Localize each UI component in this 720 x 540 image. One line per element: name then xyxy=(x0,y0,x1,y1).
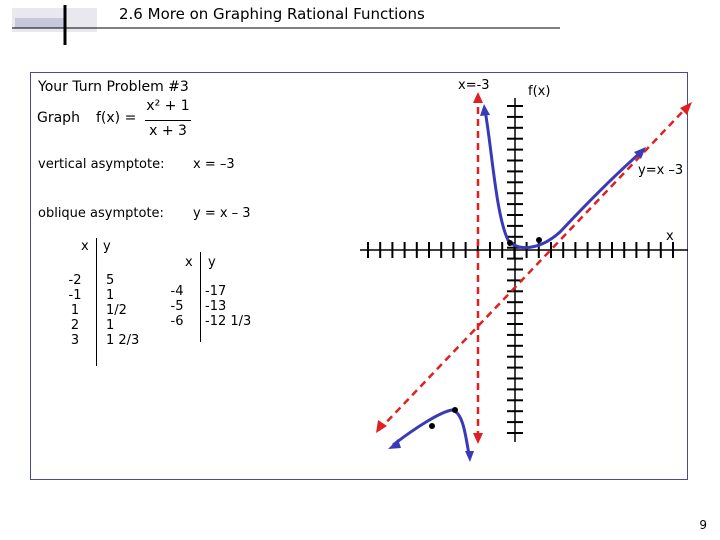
denominator: x + 3 xyxy=(149,123,187,139)
table2-x-header: x xyxy=(185,255,193,270)
numerator: x² + 1 xyxy=(146,98,190,114)
oblique-asymptote-label: oblique asymptote: xyxy=(38,206,164,221)
left-branch-curve xyxy=(393,410,469,455)
table1-y-header: y xyxy=(103,239,111,254)
table-cell: 1 xyxy=(106,288,115,303)
graph-word: Graph xyxy=(37,110,80,126)
table-cell: -13 xyxy=(205,299,227,314)
vertical-asymptote-arrow-up xyxy=(473,92,483,103)
point-dot xyxy=(536,237,542,243)
oblique-asymptote-value: y = x – 3 xyxy=(193,206,251,221)
table-cell: 1 2/3 xyxy=(106,333,140,348)
table-cell: -4 xyxy=(170,284,184,299)
vertical-asymptote-label: vertical asymptote: xyxy=(38,157,165,172)
table-cell: -1 xyxy=(68,288,82,303)
vertical-asymptote-graph-label: x=-3 xyxy=(458,78,490,93)
table-cell: -2 xyxy=(68,273,82,288)
vertical-asymptote-arrow-down xyxy=(473,433,483,444)
problem-heading: Your Turn Problem #3 xyxy=(38,79,189,95)
x-axis-label: x xyxy=(666,229,674,244)
page-number: 9 xyxy=(699,518,707,532)
table-cell: -17 xyxy=(205,284,227,299)
left-branch-arrow-bottom xyxy=(465,451,474,462)
right-branch-curve xyxy=(485,110,641,248)
y-axis-label: f(x) xyxy=(528,84,551,99)
table-cell: 5 xyxy=(106,273,115,288)
vertical-asymptote-value: x = –3 xyxy=(193,157,235,172)
table-cell: -5 xyxy=(170,299,184,314)
table-cell: 1 xyxy=(106,318,115,333)
oblique-asymptote-arrow-down xyxy=(376,420,387,433)
table-cell: -12 1/3 xyxy=(205,314,252,329)
table1-x-header: x xyxy=(81,239,89,254)
table-cell: -6 xyxy=(170,314,184,329)
point-dot xyxy=(507,240,513,246)
function-lhs: f(x) = xyxy=(96,110,137,126)
table-cell: 1/2 xyxy=(106,303,127,318)
point-dot xyxy=(452,407,458,413)
oblique-asymptote-graph-label: y=x –3 xyxy=(638,163,684,178)
slide-title: 2.6 More on Graphing Rational Functions xyxy=(119,5,425,23)
table-cell: 2 xyxy=(70,318,80,333)
point-dot xyxy=(429,423,435,429)
table-cell: 3 xyxy=(70,333,80,348)
table2-y-header: y xyxy=(208,255,216,270)
table-cell: 1 xyxy=(70,303,80,318)
right-branch-arrow-top xyxy=(480,104,490,116)
